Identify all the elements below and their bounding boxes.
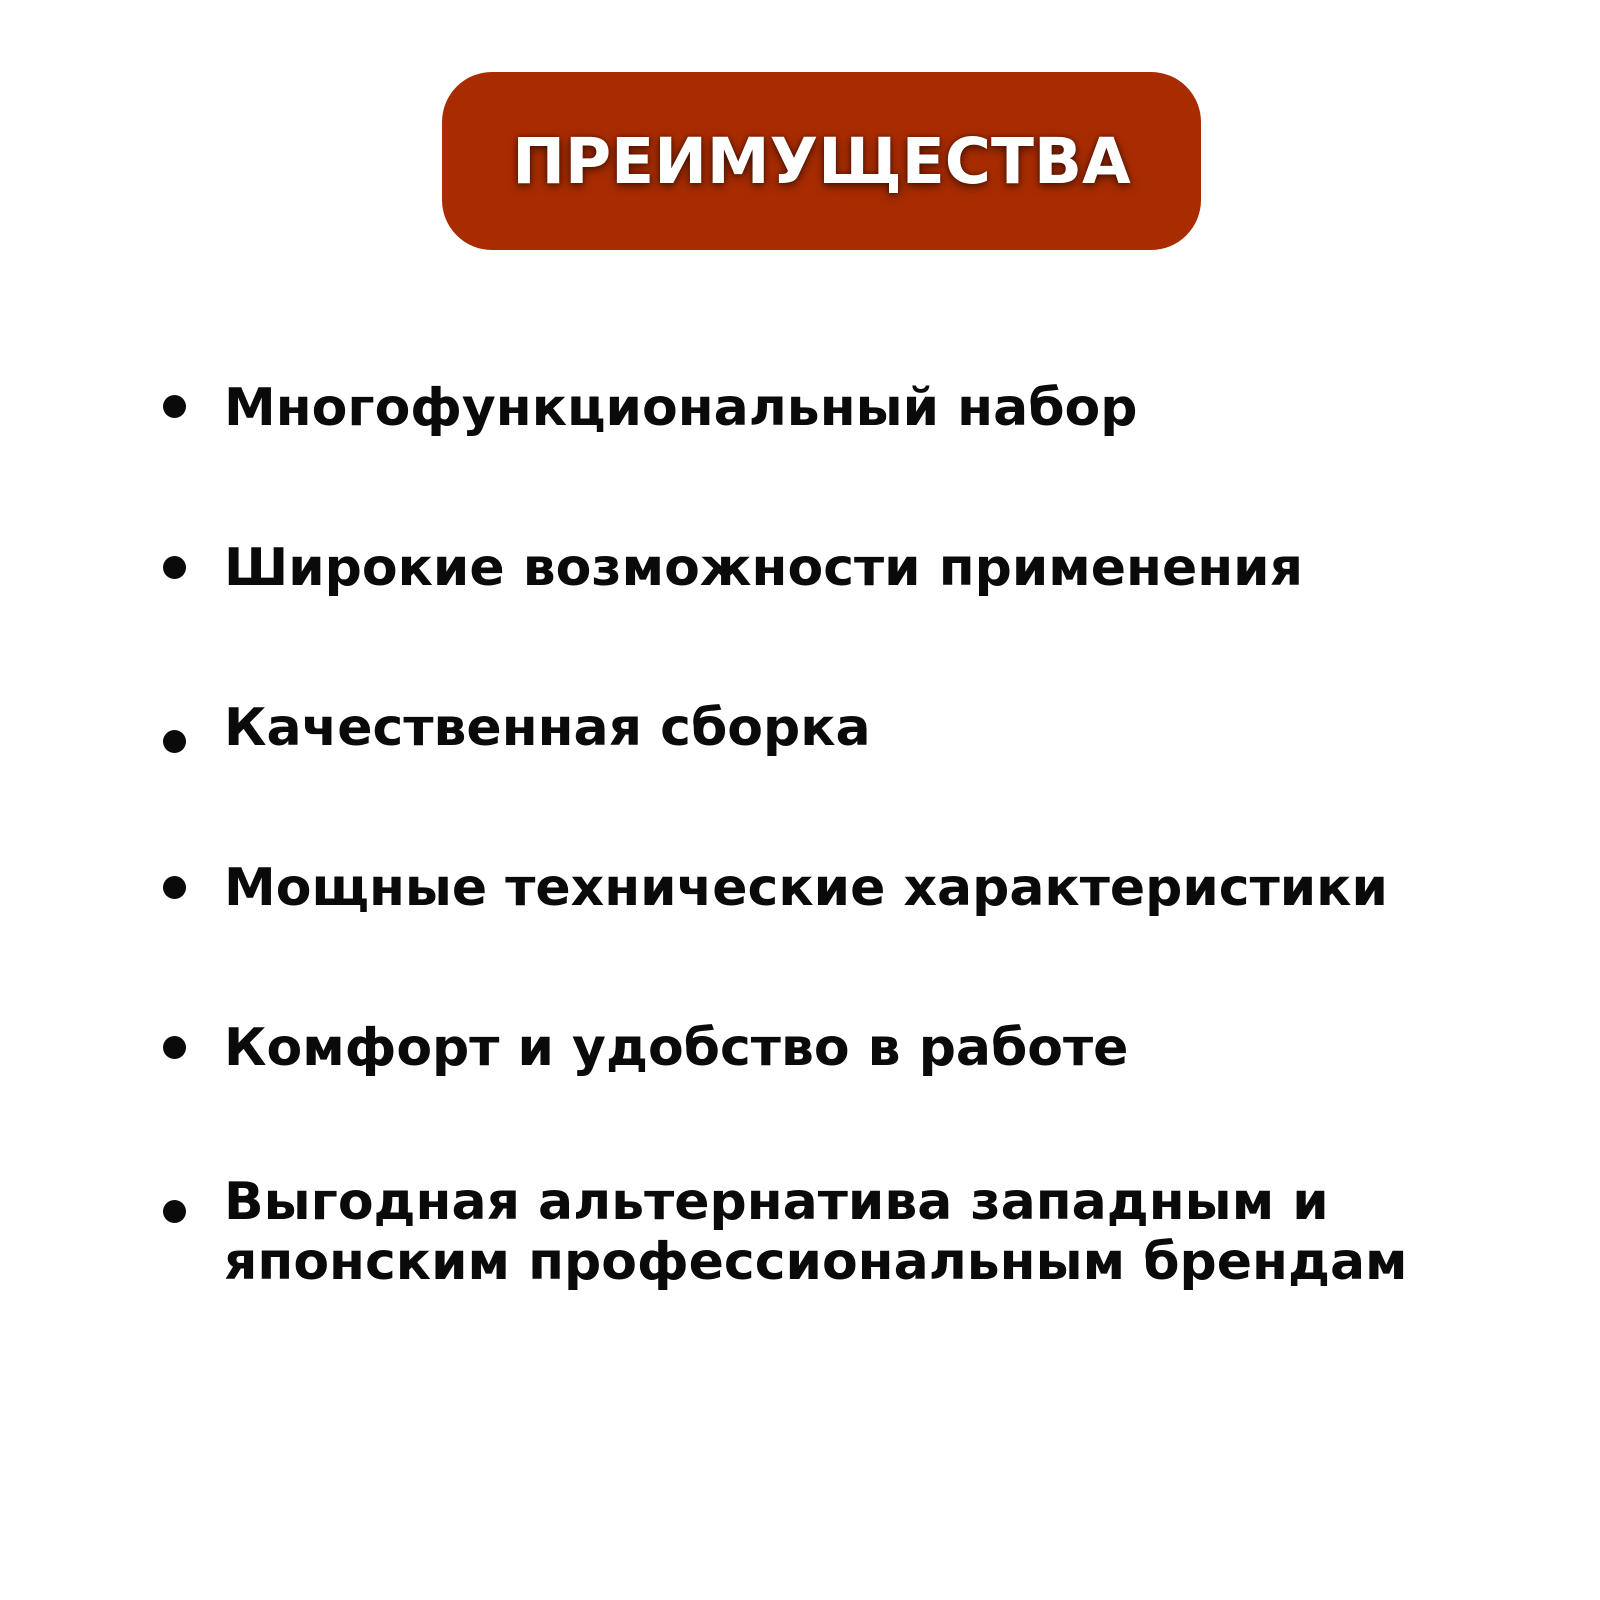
list-item-text: Качественная сборка xyxy=(224,698,871,758)
list-item-text: Широкие возможности применения xyxy=(224,538,1303,598)
bullet-icon xyxy=(163,556,186,579)
list-item-text: Мощные технические характеристики xyxy=(224,858,1388,918)
bullet-icon xyxy=(163,1036,186,1059)
banner-title: ПРЕИМУЩЕСТВА xyxy=(512,124,1131,198)
bullet-icon xyxy=(163,876,186,899)
list-item-text: Выгодная альтернатива западным и японским профессиональным брендам xyxy=(224,1172,1408,1292)
bullet-icon xyxy=(163,730,186,753)
bullet-icon xyxy=(163,1200,186,1223)
bullet-icon xyxy=(163,395,186,418)
list-item-text: Многофункциональный набор xyxy=(224,378,1138,438)
list-item-text: Комфорт и удобство в работе xyxy=(224,1018,1129,1078)
